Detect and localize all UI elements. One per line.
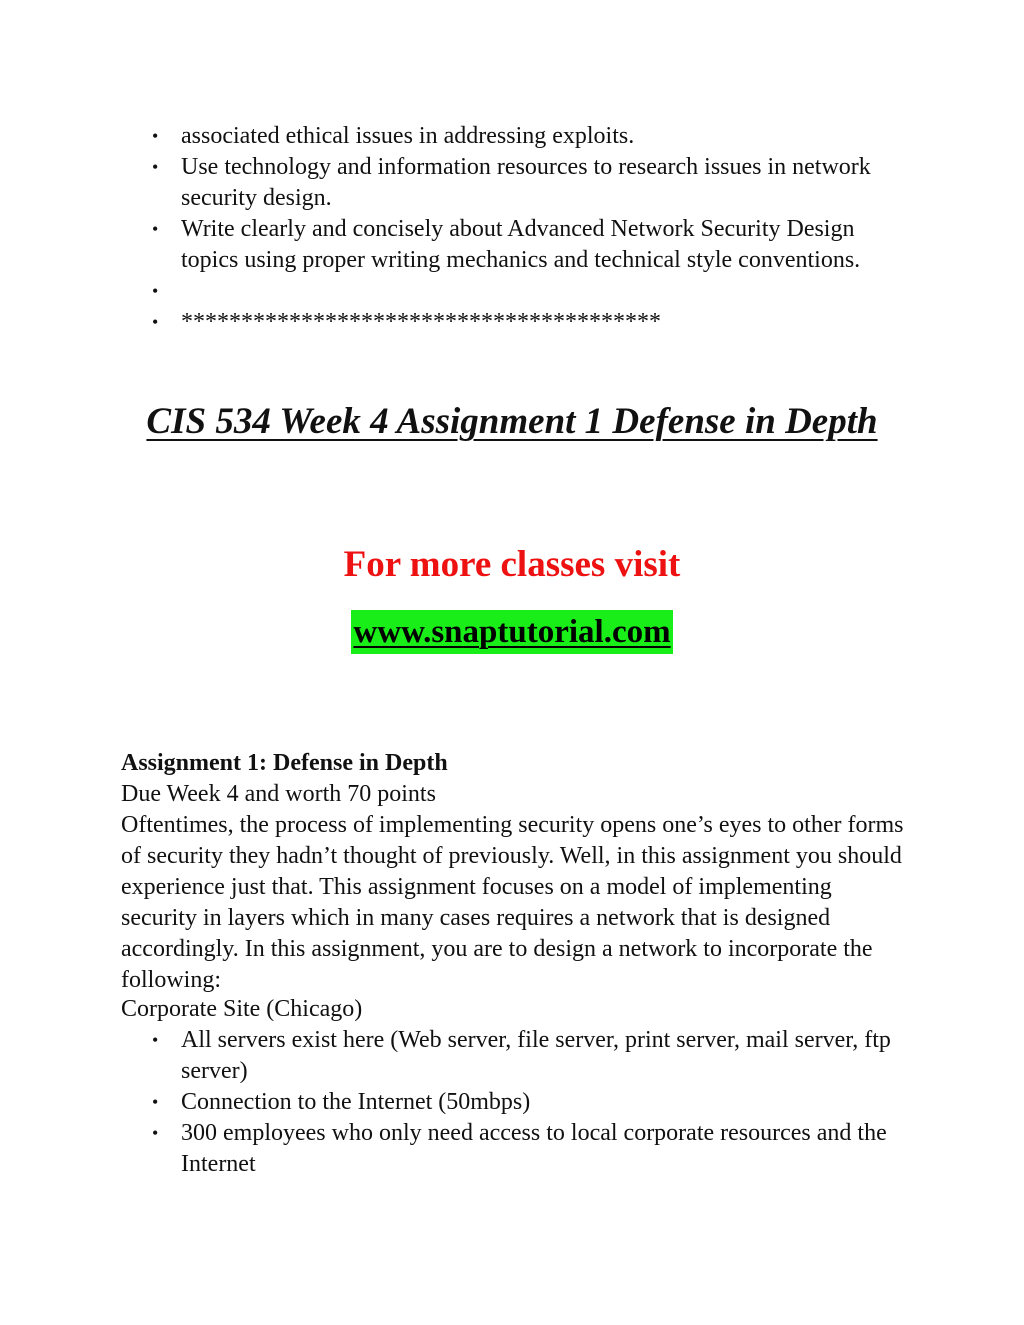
list-item-text: Connection to the Internet (50mbps) [181, 1089, 531, 1115]
bullet-icon: • [152, 1123, 159, 1143]
separator-asterisks: **************************************** [181, 309, 661, 335]
bullet-icon: • [152, 126, 159, 146]
due-date-line: Due Week 4 and worth 70 points [121, 781, 436, 807]
list-item [152, 1025, 912, 1087]
list-item [152, 1118, 912, 1180]
list-item [152, 307, 912, 338]
corporate-site-list [152, 1025, 912, 1180]
promo-link-container [0, 610, 1024, 654]
list-item-text: associated ethical issues in addressing exploits. [181, 123, 635, 149]
list-item-text: Write clearly and concisely about Advanced Network Security Design topics using proper writing mechanics and technical style conventions. [181, 216, 861, 273]
website-link[interactable]: www.snaptutorial.com [351, 610, 672, 654]
page-title: CIS 534 Week 4 Assignment 1 Defense in Depth [146, 401, 878, 442]
bullet-icon: • [152, 281, 159, 301]
assignment-paragraph: Oftentimes, the process of implementing security opens one’s eyes to other forms of security they hadn’t thought of previously. Well, in this assignment you should experience just that. This assignment focuses on a model of implementing security in layers which in many cases requires a network that is designed accordingly. In this assignment, you are to design a network to incorporate the following: [121, 812, 904, 993]
list-item-text: All servers exist here (Web server, file server, print server, mail server, ftp server) [181, 1027, 891, 1084]
list-item [152, 152, 912, 214]
list-item-text: Use technology and information resources to research issues in network security design. [181, 154, 871, 211]
promo-text: For more classes visit [343, 544, 681, 585]
list-item [152, 1087, 912, 1118]
objectives-list [152, 121, 912, 338]
corporate-site-heading: Corporate Site (Chicago) [121, 996, 363, 1022]
bullet-icon: • [152, 1030, 159, 1050]
assignment-heading: Assignment 1: Defense in Depth [121, 750, 448, 776]
list-item-text: 300 employees who only need access to local corporate resources and the Internet [181, 1120, 887, 1177]
list-item [152, 214, 912, 276]
bullet-icon: • [152, 157, 159, 177]
bullet-icon: • [152, 312, 159, 332]
bullet-icon: • [152, 219, 159, 239]
bullet-icon: • [152, 1092, 159, 1112]
list-item [152, 276, 912, 307]
list-item [152, 121, 912, 152]
